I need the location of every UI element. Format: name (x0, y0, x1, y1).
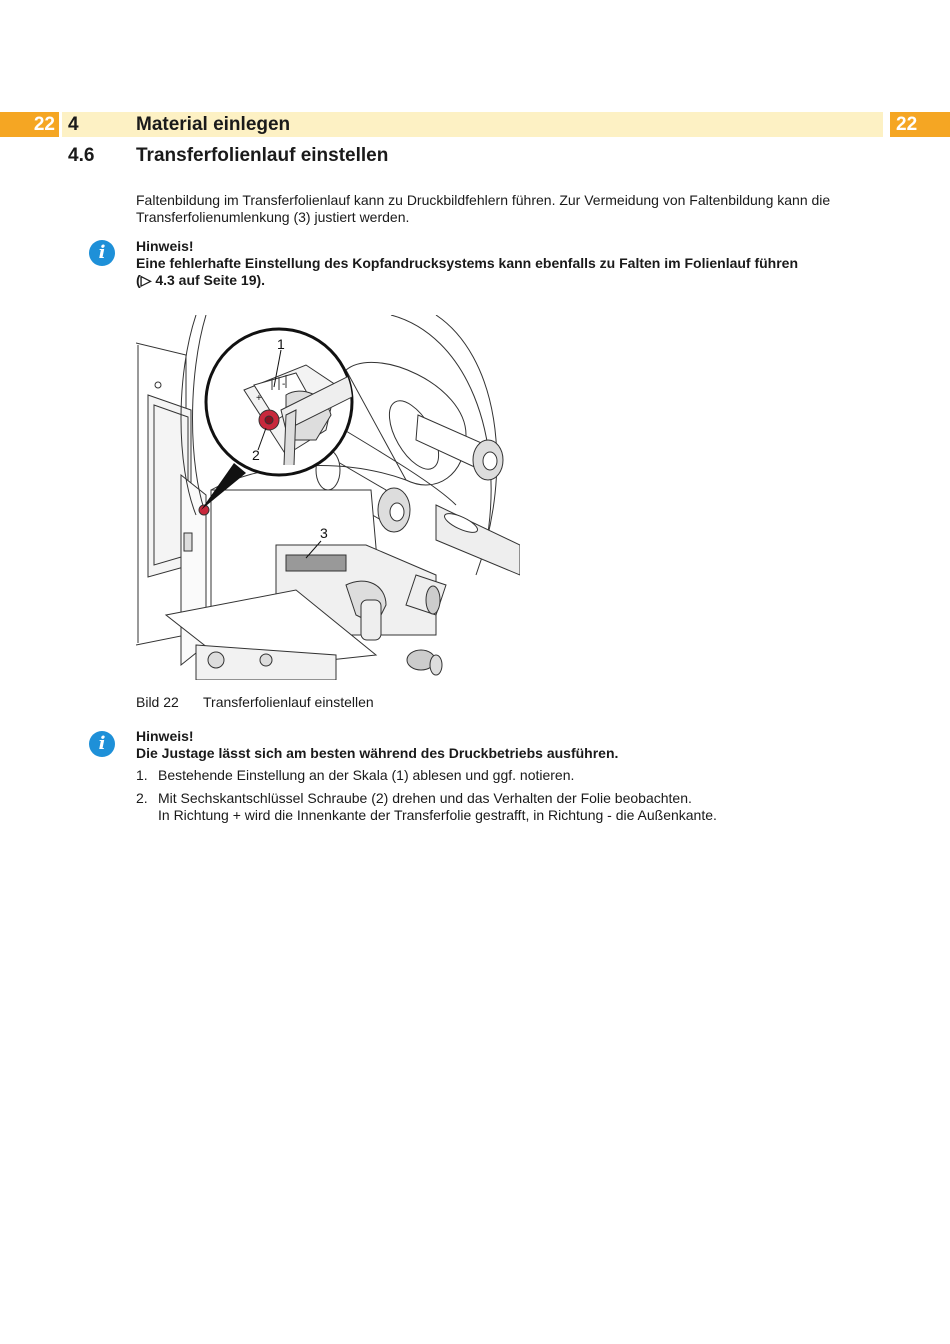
figure-caption-text: Transferfolienlauf einstellen (203, 694, 374, 710)
page-number-left (0, 112, 59, 137)
callout-3: 3 (320, 525, 328, 541)
callout-1: 1 (277, 336, 285, 352)
step-2-line-1: Mit Sechskantschlüssel Schraube (2) drehen und das Verhalten der Folie beobachten. (158, 790, 692, 806)
note-1-title: Hinweis! (136, 238, 194, 254)
info-icon: i (89, 731, 115, 757)
scale-plus-mark: + (256, 393, 262, 404)
step-2-text (158, 790, 858, 824)
intro-line-1: Faltenbildung im Transferfolienlauf kann zu Druckbildfehlern führen. Zur Vermeidung von Faltenbildung kann die (136, 192, 831, 208)
note-1-line-2: (▷ 4.3 auf Seite 19). (136, 272, 266, 288)
section-title: Transferfolienlauf einstellen (136, 145, 389, 166)
step-2-line-2: In Richtung + wird die Innenkante der Transferfolie gestrafft, in Richtung - die Außenkante. (158, 807, 717, 823)
note-2 (136, 728, 866, 762)
step-2-number: 2. (136, 790, 148, 806)
step-1-text (158, 767, 858, 784)
scale-minus-mark: - (282, 379, 286, 390)
chapter-number: 4 (68, 114, 79, 135)
page-number-right (890, 112, 950, 137)
step-1-line-1: Bestehende Einstellung an der Skala (1) ablesen und ggf. notieren. (158, 767, 575, 783)
page-number-text: 22 (896, 114, 918, 135)
intro-line-2: Transferfolienumlenkung (3) justiert werden. (136, 209, 410, 225)
info-icon: i (89, 240, 115, 266)
chapter-title: Material einlegen (136, 114, 291, 135)
note-2-title: Hinweis! (136, 728, 194, 744)
note-2-text: Die Justage lässt sich am besten während des Druckbetriebs ausführen. (136, 745, 619, 761)
note-1-line-1: Eine fehlerhafte Einstellung des Kopfandrucksystems kann ebenfalls zu Falten im Folienlauf führen (136, 255, 799, 271)
transfer-ribbon-adjustment-illustration (136, 315, 520, 680)
section-number: 4.6 (68, 145, 95, 166)
figure-caption-label: Bild 22 (136, 694, 179, 710)
callout-2: 2 (252, 447, 260, 463)
intro-paragraph (136, 192, 866, 226)
page-number-text: 22 (33, 114, 55, 135)
step-1-number: 1. (136, 767, 148, 783)
note-1 (136, 238, 866, 289)
